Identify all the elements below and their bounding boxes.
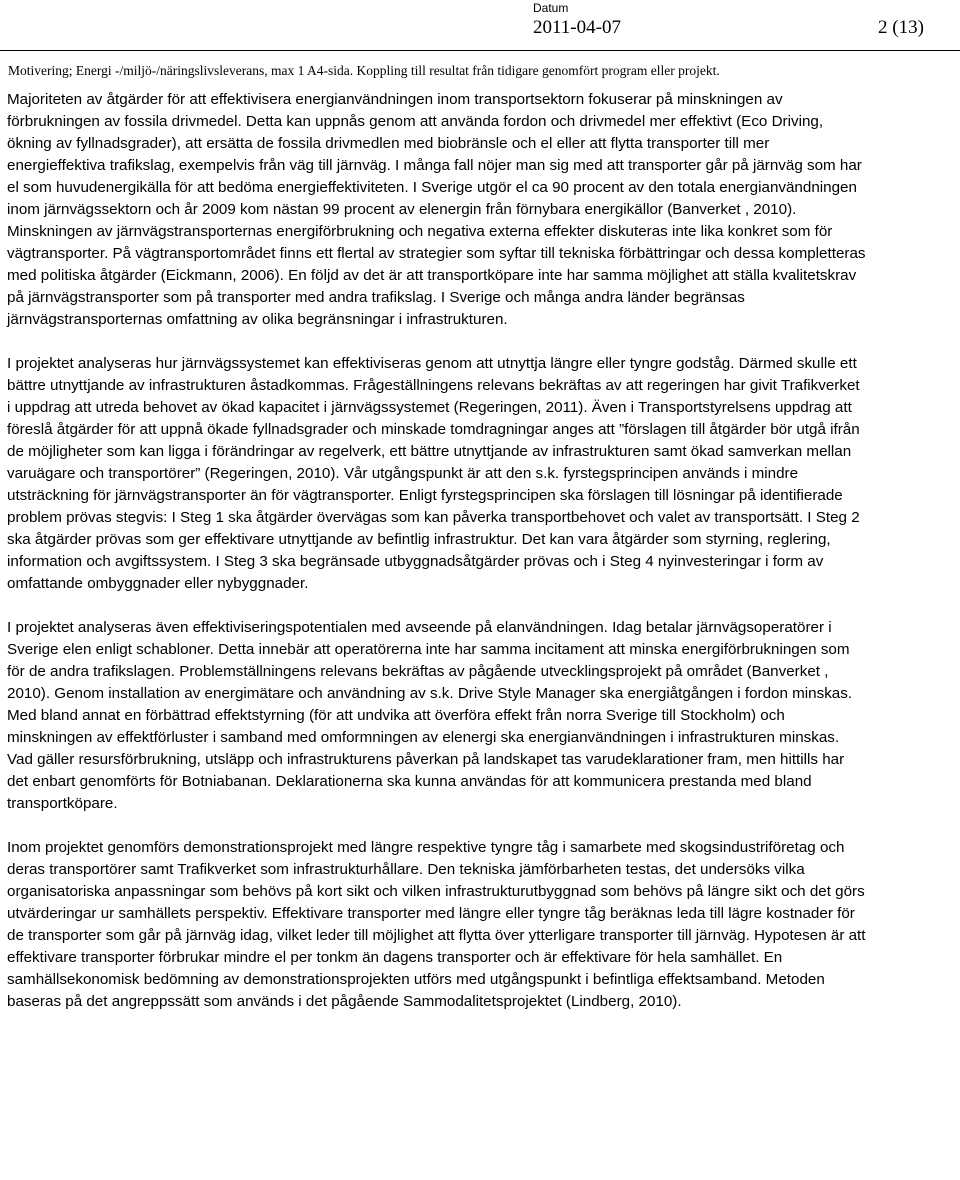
paragraph-2: I projektet analyseras hur järnvägssystemet kan effektiviseras genom att utnyttja längre eller tyngre godståg. Därmed skulle ett bättre utnyttjande av infrastrukturen åstadkommas. Frågeställningens relevans bekräftas av att regeringen har givit Trafikverket i uppdrag att utreda behovet av ökad kapacitet i järnvägssystemet (Regeringen, 2011). Även i Transportstyrelsens uppdrag att föreslå åtgärder för att uppnå ökade fyllnadsgrader och minskade tomdragningar anges att ”förslagen till åtgärder bör utgå ifrån de möjligheter som kan ligga i förändringar av regelverk, ett bättre utnyttjande av infrastrukturen samt ökad samverkan mellan varuägare och transportörer” (Regeringen, 2010). Vår utgångspunkt är att den s.k. fyrstegsprincipen används i mindre utsträckning för järnvägstransporter än för vägtransporter. Enligt fyrstegsprincipen ska förslagen till lösningar på identifierade problem prövas stegvis: I Steg 1 ska åtgärder övervägas som kan påverka transportbehovet och valet av transportsätt. I Steg 2 ska åtgärder prövas som ger effektivare utnyttjande av befintlig infrastruktur. Det kan vara åtgärder som styrning, reglering, information och avgiftssystem. I Steg 3 ska begränsade utbyggnadsåtgärder prövas och i Steg 4 nyinvesteringar i form av omfattande ombyggnader eller nybyggnader. <box>7 355 860 592</box>
date-value: 2011-04-07 <box>533 17 621 38</box>
page-number: 2 (13) <box>878 17 924 38</box>
page-header <box>0 0 960 60</box>
section-heading: Motivering; Energi -/miljö-/näringslivsleverans, max 1 A4-sida. Koppling till resultat från tidigare genomfört program eller projekt. <box>8 63 720 78</box>
header-rule <box>0 50 960 51</box>
paragraph-1: Majoriteten av åtgärder för att effektivisera energianvändningen inom transportsektorn fokuserar på minskningen av förbrukningen av fossila drivmedel. Detta kan uppnås genom att använda fordon och drivmedel mer effektivt (Eco Driving, ökning av fyllnadsgrader), att ersätta de fossila drivmedlen med biobränsle och el eller att flytta transporter till mer energieffektiva trafikslag, exempelvis från väg till järnväg. I många fall nöjer man sig med att transporter går på järnväg som har el som huvudenergikälla för att bedöma energieffektiviteten. I Sverige utgör el ca 90 procent av den totala energianvändningen inom järnvägssektorn och år 2009 kom nästan 99 procent av elenergin från förnybara energikällor (Banverket , 2010). Minskningen av järnvägstransporternas energiförbrukning och negativa externa effekter diskuteras inte lika konkret som för vägtransporter. På vägtransportområdet finns ett flertal av strategier som syftar till tekniska förbättringar och dessa kompletteras med politiska åtgärder (Eickmann, 2006). En följd av det är att transportköpare inte har samma möjlighet att ställa kvalitetskrav på järnvägstransporter som på transporter med andra trafikslag. I Sverige och många andra länder begränsas järnvägstransporternas omfattning av olika begränsningar i infrastrukturen. <box>7 91 866 328</box>
paragraph-4: Inom projektet genomförs demonstrationsprojekt med längre respektive tyngre tåg i samarbete med skogsindustriföretag och deras transportörer samt Trafikverket som infrastrukturhållare. Den tekniska jämförbarheten testas, det undersöks vilka organisatoriska anpassningar som behövs på kort sikt och vilken infrastrukturutbyggnad som behövs på längre sikt och det görs utvärderingar ur samhällets perspektiv. Effektivare transporter med längre eller tyngre tåg beräknas leda till lägre kostnader för de transporter som går på järnväg idag, vilket leder till möjlighet att flytta över ytterligare transporter till järnväg. Hypotesen är att effektivare transporter förbrukar mindre el per tonkm än dagens transporter och är effektivare för hela samhället. En samhällsekonomisk bedömning av demonstrationsprojekten utförs med utgångspunkt i befintliga effektsamband. Metoden baseras på det angreppssätt som används i det pågående Sammodalitetsprojektet (Lindberg, 2010). <box>7 839 866 1010</box>
document-body <box>7 89 867 1013</box>
date-label: Datum <box>533 1 569 15</box>
paragraph-3: I projektet analyseras även effektiviseringspotentialen med avseende på elanvändningen. Idag betalar järnvägsoperatörer i Sverige elen enligt schabloner. Detta innebär att operatörerna inte har samma incitament att minska energiförbrukningen som för de andra trafikslagen. Problemställningens relevans bekräftas av pågående utvecklingsprojekt på området (Banverket , 2010). Genom installation av energimätare och användning av s.k. Drive Style Manager ska energiåtgången i fordon minskas. Med bland annat en förbättrad effektstyrning (för att undvika att överföra effekt från norra Sverige till Stockholm) och minskningen av effektförluster i samband med omformningen av elenergi ska energianvändningen i infrastrukturen minskas. Vad gäller resursförbrukning, utsläpp och infrastrukturens påverkan på landskapet tas varudeklarationer fram, men hittills har det enbart genomförts för Botniabanan. Deklarationerna ska kunna användas för att kommunicera prestanda med bland transportköpare. <box>7 619 853 812</box>
